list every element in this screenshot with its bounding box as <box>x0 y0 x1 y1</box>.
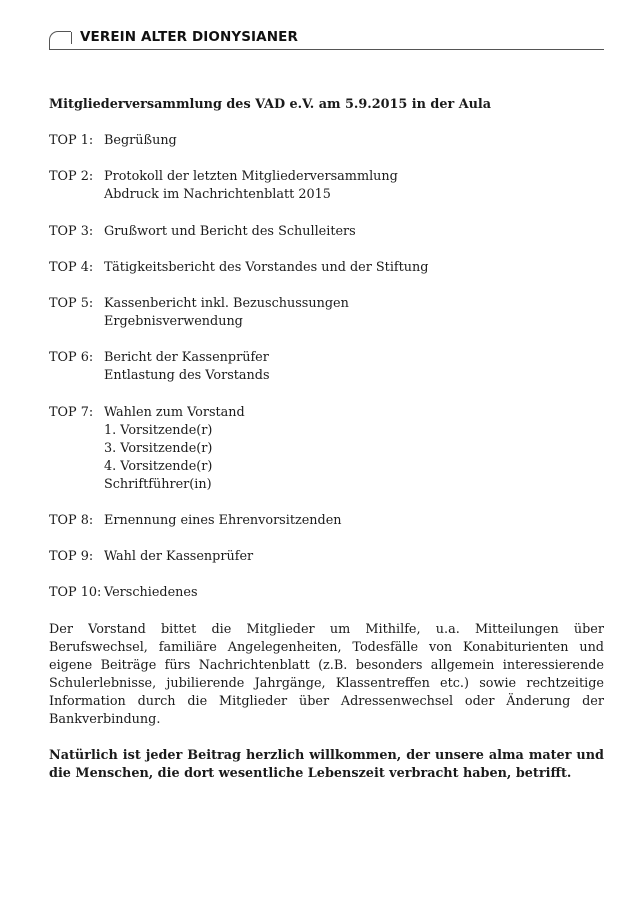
agenda-item-body <box>104 548 253 566</box>
agenda-item-line: Kassenbericht inkl. Bezuschussungen <box>104 295 349 311</box>
agenda-item-line: Verschiedenes <box>104 585 198 601</box>
agenda-item-body <box>104 223 356 241</box>
agenda-item-label: TOP 2: <box>49 169 94 185</box>
agenda-item-line: Protokoll der letzten Mitgliederversammlung <box>104 169 398 185</box>
agenda-item <box>49 548 604 566</box>
agenda-item-line: Abdruck im Nachrichtenblatt 2015 <box>104 187 331 203</box>
agenda-item <box>49 168 604 204</box>
agenda-item-label: TOP 10: <box>49 585 102 601</box>
agenda-item-line: Bericht der Kassenprüfer <box>104 350 269 366</box>
agenda-item <box>49 132 604 150</box>
agenda-item-label: TOP 5: <box>49 295 94 311</box>
agenda-item-body <box>104 259 428 277</box>
agenda-item <box>49 404 604 494</box>
agenda-item-label: TOP 9: <box>49 549 94 565</box>
agenda-item-label: TOP 3: <box>49 223 94 239</box>
agenda-item-label: TOP 7: <box>49 404 94 420</box>
agenda-item-label: TOP 4: <box>49 259 94 275</box>
agenda-item-line: Entlastung des Vorstands <box>104 368 270 384</box>
agenda-item-line: Begrüßung <box>104 133 177 149</box>
agenda-item-body <box>104 132 177 150</box>
agenda-item-label: TOP 6: <box>49 350 94 366</box>
agenda-item-body <box>104 512 342 530</box>
agenda-item-body <box>104 584 198 602</box>
agenda-item-line: Grußwort und Bericht des Schulleiters <box>104 223 356 239</box>
closing-paragraph: Natürlich ist jeder Beitrag herzlich willkommen, der unsere alma mater und die Menschen, die dort wesentliche Lebenszeit verbracht haben, betrifft. <box>49 748 604 782</box>
document-body <box>49 96 604 801</box>
agenda-item <box>49 512 604 530</box>
agenda-item-body <box>104 349 270 385</box>
agenda-item <box>49 295 604 331</box>
agenda-item-label: TOP 8: <box>49 513 94 529</box>
agenda-item-line: Wahlen zum Vorstand <box>104 404 245 420</box>
page-header <box>49 28 604 52</box>
header-corner-ornament <box>49 31 71 49</box>
agenda-item-body <box>104 295 349 331</box>
header-divider-tick <box>71 32 72 44</box>
agenda-item <box>49 584 604 602</box>
agenda-item <box>49 259 604 277</box>
header-rule <box>49 49 604 50</box>
agenda-item-body <box>104 168 398 204</box>
header-title: VEREIN ALTER DIONYSIANER <box>80 29 298 45</box>
agenda-item-line: 1. Vorsitzende(r) <box>104 422 213 438</box>
document-title: Mitgliederversammlung des VAD e.V. am 5.9.2015 in der Aula <box>49 97 492 112</box>
agenda-item-line: 3. Vorsitzende(r) <box>104 440 213 456</box>
agenda-item <box>49 223 604 241</box>
agenda-item-line: Ernennung eines Ehrenvorsitzenden <box>104 513 342 529</box>
agenda-list <box>49 132 604 602</box>
agenda-item-line: Tätigkeitsbericht des Vorstandes und der Stiftung <box>104 259 429 275</box>
agenda-item-label: TOP 1: <box>49 133 94 149</box>
agenda-item-line: Ergebnisverwendung <box>104 314 243 330</box>
info-paragraph: Der Vorstand bittet die Mitglieder um Mithilfe, u.a. Mitteilungen über Berufswechsel, familiäre Angelegenheiten, Todesfälle von Konabiturienten und eigene Beiträge fürs Nachrichtenblatt (z.B. besonders allgemein interessierende Schulerlebnisse, jubilierende Jahrgänge, Klassentreffen etc.) sowie rechtzeitige Information durch die Mitglieder über Adressenwechsel oder Änderung der Bankverbindung. <box>49 621 604 728</box>
agenda-item-body <box>104 404 245 494</box>
agenda-item-line: Schriftführer(in) <box>104 476 212 492</box>
agenda-item <box>49 349 604 385</box>
agenda-item-line: Wahl der Kassenprüfer <box>104 549 254 565</box>
agenda-item-line: 4. Vorsitzende(r) <box>104 458 213 474</box>
